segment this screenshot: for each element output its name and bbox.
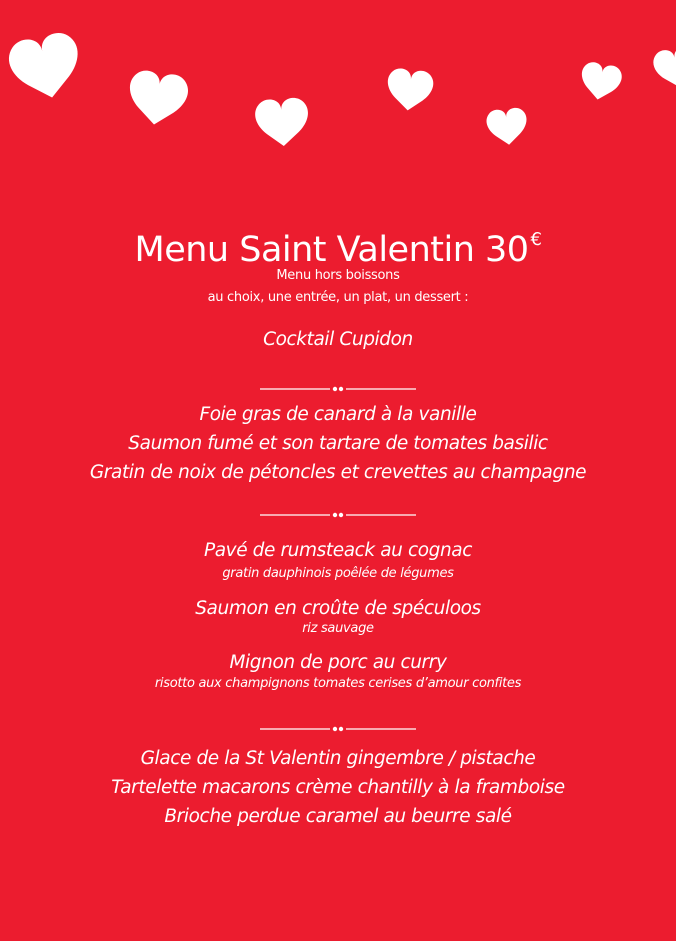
main-course-item: Pavé de rumsteack au cognac — [203, 540, 473, 561]
heart-icon — [578, 61, 624, 103]
main-course-item: Mignon de porc au curry — [229, 652, 447, 673]
heart-icon — [485, 107, 529, 147]
starter-item: Gratin de noix de pétoncles et crevettes au champagne — [89, 462, 587, 483]
heart-icon — [254, 97, 310, 148]
menu-title — [0, 218, 676, 272]
dessert-item: Tartelette macarons crème chantilly à la framboise — [111, 777, 565, 798]
menu-subtitle: Menu hors boissons — [276, 268, 400, 283]
main-course-side: risotto aux champignons tomates cerises d’amour confites — [154, 676, 522, 691]
menu-instructions: au choix, une entrée, un plat, un dessert : — [207, 290, 469, 305]
ornament-divider — [258, 510, 418, 520]
heart-icon — [5, 29, 86, 104]
heart-icon — [125, 69, 190, 129]
hearts-garland-decoration — [0, 0, 676, 160]
aperitif-item: Cocktail Cupidon — [263, 329, 413, 350]
dessert-item: Glace de la St Valentin gingembre / pistache — [140, 748, 536, 769]
heart-icon — [385, 67, 435, 112]
heart-icon — [651, 45, 676, 91]
ornament-divider — [258, 384, 418, 394]
main-course-item: Saumon en croûte de spéculoos — [195, 598, 481, 619]
starter-item: Foie gras de canard à la vanille — [199, 404, 477, 425]
dessert-item: Brioche perdue caramel au beurre salé — [164, 806, 512, 827]
currency-symbol: € — [530, 229, 542, 250]
starter-item: Saumon fumé et son tartare de tomates basilic — [128, 433, 548, 454]
ornament-divider — [258, 724, 418, 734]
main-course-side: riz sauvage — [302, 621, 374, 636]
menu-title-text: Menu Saint Valentin 30 — [134, 230, 529, 270]
main-course-side: gratin dauphinois poêlée de légumes — [222, 566, 454, 581]
